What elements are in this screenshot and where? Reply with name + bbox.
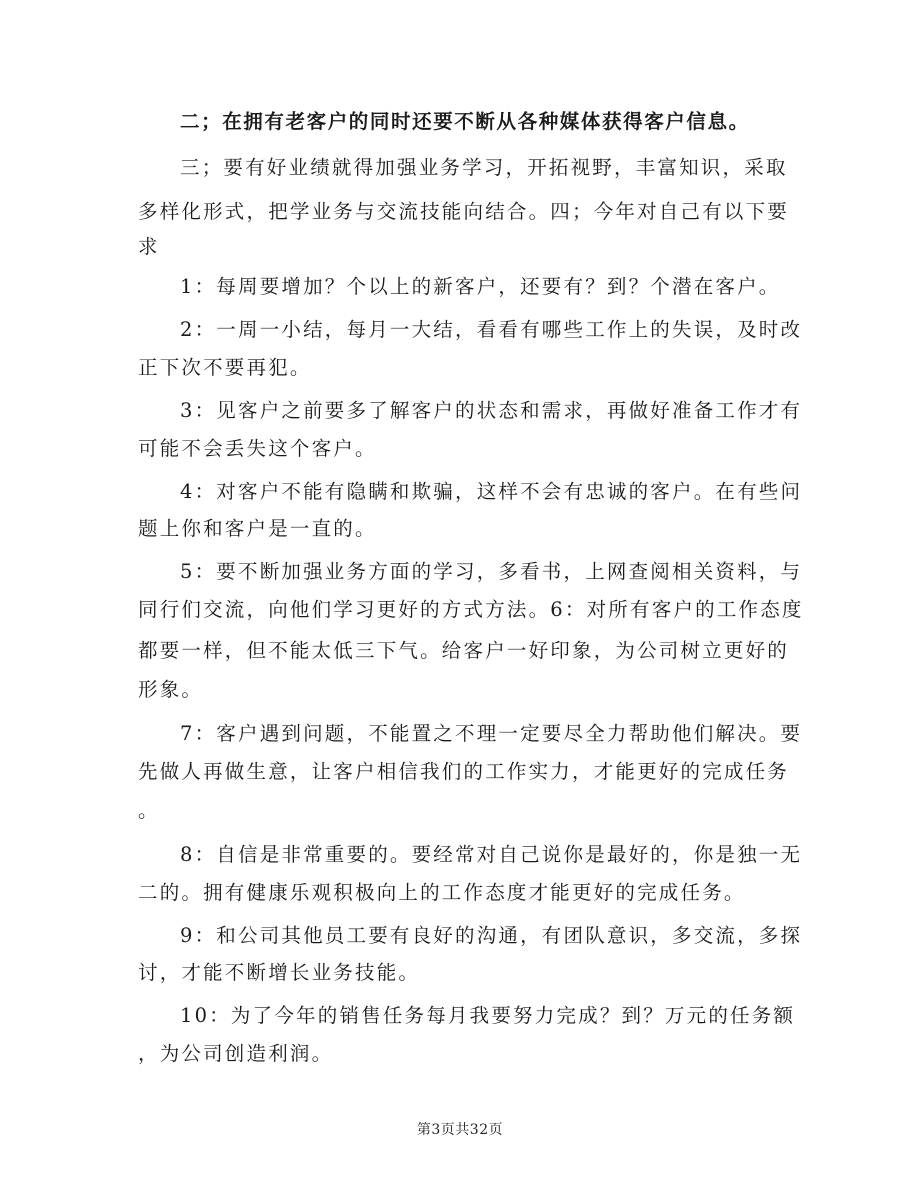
paragraph-line: 三；要有好业绩就得加强业务学习，开拓视野，丰富知识，采取 [180,156,788,179]
paragraph-line: 10：为了今年的销售任务每月我要努力完成？到？万元的任务额 [180,1004,796,1027]
paragraph-line: 3：见客户之前要多了解客户的状态和需求，再做好准备工作才有 [180,399,803,422]
paragraph-line: 都要一样，但不能太低三下气。给客户一好印象，为公司树立更好的 [138,639,790,662]
paragraph-line: 求 [138,235,160,258]
paragraph-line: 正下次不要再犯。 [138,356,312,379]
paragraph-line: 2：一周一小结，每月一大结，看看有哪些工作上的失误，及时改 [180,318,803,341]
paragraph-line: 5：要不断加强业务方面的学习，多看书，上网查阅相关资料，与 [180,560,803,583]
paragraph-line: 形象。 [138,678,204,701]
paragraph-line: 8：自信是非常重要的。要经常对自己说你是最好的，你是独一无 [180,843,803,866]
paragraph-line: 4：对客户不能有隐瞒和欺骗，这样不会有忠诚的客户。在有些问 [180,480,803,503]
page-number-footer: 第3页共32页 [416,1122,504,1138]
paragraph-line: 先做人再做生意，让客户相信我们的工作实力，才能更好的完成任务 [138,760,790,783]
paragraph-line: 1：每周要增加？个以上的新客户，还要有？到？个潜在客户。 [180,275,781,298]
paragraph-line: ，为公司创造利润。 [138,1042,334,1065]
paragraph-line: 讨，才能不断增长业务技能。 [138,961,421,984]
paragraph-line: 可能不会丢失这个客户。 [138,437,377,460]
paragraph-line: 二；在拥有老客户的同时还要不断从各种媒体获得客户信息。 [180,110,750,133]
paragraph-line: 7：客户遇到问题，不能置之不理一定要尽全力帮助他们解决。要 [180,722,803,745]
paragraph-line: 二的。拥有健康乐观积极向上的工作态度才能更好的完成任务。 [138,881,746,904]
paragraph-line: 9：和公司其他员工要有良好的沟通，有团队意识，多交流，多探 [180,924,803,947]
paragraph-line: 题上你和客户是一直的。 [138,517,377,540]
paragraph-line: 多样化形式，把学业务与交流技能向结合。四；今年对自己有以下要 [138,200,790,223]
paragraph-line: 。 [138,799,160,822]
paragraph-line: 同行们交流，向他们学习更好的方式方法。6：对所有客户的工作态度 [138,598,804,621]
